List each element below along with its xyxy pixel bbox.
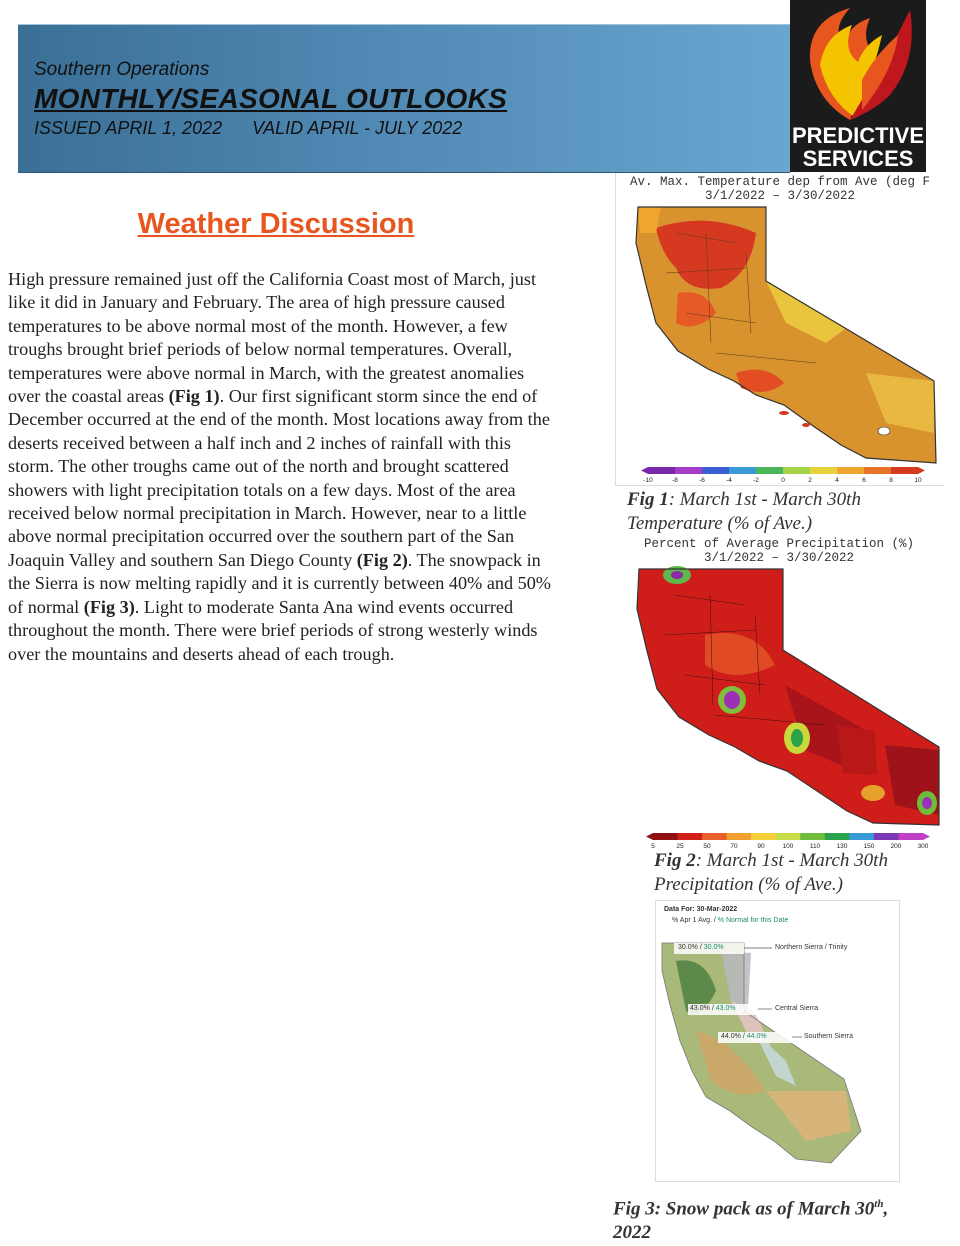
fig3-region-central-name: Central Sierra [775, 1005, 819, 1012]
predictive-services-logo [790, 0, 926, 172]
region-avg: 30.0% [678, 944, 698, 951]
fig1-reference: (Fig 1) [168, 386, 220, 407]
fig2-scale-swatch [874, 833, 899, 840]
discussion-text-3: . The snowpack in the Sierra is now melting rapidly and it is currently between 40% and 50% of normal [8, 549, 551, 617]
fig3-region-south-values [721, 1033, 767, 1040]
fig3-caption-line1: Fig 3: Snow pack as of March 30 [613, 1198, 875, 1220]
fig1-scale-tick-label: 2 [808, 477, 812, 484]
discussion-paragraph [8, 268, 553, 666]
fig1-scale-swatch [810, 467, 838, 474]
fig1-scale-tick-label: 8 [889, 477, 893, 484]
fig3-legend-normal: % Normal for this Date [717, 917, 789, 924]
fig2-scale-tick-label: 25 [676, 843, 684, 850]
fig1-map-title-2: 3/1/2022 – 3/30/2022 [704, 189, 856, 203]
fig1-scale-swatch [675, 467, 703, 474]
value-separator: / [711, 1005, 714, 1012]
fig1-caption-label: Fig 1 [627, 489, 669, 510]
fig1-scale-right-arrow [918, 467, 925, 474]
fig1-scale-tick-label: -10 [643, 477, 653, 484]
fig2-scale-tick-label: 5 [651, 843, 655, 850]
fig3-region-north-name: Northern Sierra / Trinity [775, 944, 848, 951]
discussion-text-2: . Our first significant storm since the end of December occurred at the end of the month. Most locations away from the deserts received between a half inch and 2 inches of rainfall with this storm. The other troughs came out of the north and brought scattered showers with light precipitation totals on a few days. Most of the area received below normal precipitation in March. However, near to a little above normal precipitation occurred over the southern part of the San Joaquin Valley and southern San Diego County [8, 386, 550, 570]
fig1-scale-swatch [702, 467, 730, 474]
fig3-snowpack-map [655, 900, 900, 1182]
fig2-scale-swatch [825, 833, 850, 840]
fig1-color-scale [640, 465, 940, 485]
fig2-scale-tick-label: 50 [703, 843, 711, 850]
logo-text-line1: PREDICTIVE [791, 123, 925, 148]
fig2-scale-tick-label: 110 [809, 843, 821, 850]
fig2-caption [654, 849, 888, 897]
fig2-scale-tick-label: 150 [863, 843, 875, 850]
fig1-temperature-map [615, 173, 944, 486]
fig2-caption-line2: Precipitation (% of Ave.) [654, 874, 843, 895]
fig1-scale-left-arrow [641, 467, 648, 474]
region-normal: 30.0% [703, 944, 724, 951]
fig2-scale-tick-label: 300 [917, 843, 929, 850]
fig3-region-north-values [678, 944, 724, 951]
region-normal: 43.0% [715, 1005, 736, 1012]
fig2-scale-right-arrow [923, 833, 930, 840]
value-separator: / [699, 944, 702, 951]
fig2-scale-swatch [898, 833, 923, 840]
fig2-scale-tick-label: 70 [730, 843, 738, 850]
fig2-scale-tick-label: 130 [836, 843, 848, 850]
fig1-scale-swatch [729, 467, 757, 474]
fig1-scale-tick-label: -4 [726, 477, 732, 484]
fig2-reference: (Fig 2) [356, 549, 408, 570]
fig2-map-graphic [615, 535, 943, 847]
fig3-map-graphic [656, 901, 899, 1181]
fig3-caption-sup: th [874, 1198, 884, 1210]
fig3-caption-comma: , [883, 1198, 889, 1220]
fig3-data-date: Data For: 30-Mar-2022 [664, 906, 738, 913]
fig2-scale-swatch [849, 833, 874, 840]
fig1-scale-tick-label: -2 [753, 477, 759, 484]
region-avg: 44.0% [721, 1033, 741, 1040]
flame-icon [790, 0, 926, 125]
fig3-caption-line2: 2022 [613, 1222, 651, 1244]
fig2-map-title-2: 3/1/2022 – 3/30/2022 [703, 551, 855, 565]
fig2-scale-left-arrow [646, 833, 653, 840]
fig3-region-south-name: Southern Sierra [804, 1033, 854, 1040]
fig2-scale-swatch [727, 833, 752, 840]
fig1-caption-dates: : March 1st - March 30th [668, 489, 861, 510]
fig2-scale-swatch [678, 833, 703, 840]
fig2-map-title-1: Percent of Average Precipitation (%) [643, 537, 915, 551]
fig2-scale-swatch [800, 833, 825, 840]
valid-range: VALID APRIL - JULY 2022 [252, 118, 463, 138]
header-banner [18, 24, 790, 173]
fig1-caption-line2: Temperature (% of Ave.) [627, 513, 813, 534]
fig1-scale-swatch [783, 467, 811, 474]
fig1-map-graphic [616, 173, 944, 485]
issued-date: ISSUED APRIL 1, 2022 [34, 118, 223, 138]
fig1-caption [627, 488, 861, 536]
header-subtitle: Southern Operations [34, 59, 210, 80]
fig3-region-central-values [690, 1005, 736, 1012]
fig2-scale-swatch [653, 833, 678, 840]
fig3-legend-sep: / [711, 917, 718, 924]
fig2-scale-swatch [751, 833, 776, 840]
fig2-precipitation-map [615, 535, 943, 850]
fig2-scale-swatch [702, 833, 727, 840]
fig1-scale-swatch [756, 467, 784, 474]
fig2-scale-tick-label: 200 [890, 843, 902, 850]
fig1-scale-swatch [864, 467, 892, 474]
fig3-legend [672, 917, 788, 924]
fig3-caption [613, 1192, 888, 1245]
fig1-scale-tick-label: 6 [862, 477, 866, 484]
fig3-legend-avg: % Apr 1 Avg. [672, 917, 712, 924]
fig2-caption-label: Fig 2 [654, 850, 696, 871]
fig2-scale-swatch [776, 833, 801, 840]
fig1-scale-tick-label: -8 [672, 477, 678, 484]
fig1-scale-tick-label: 10 [914, 477, 922, 484]
value-separator: / [742, 1033, 745, 1040]
header-issued-line [34, 118, 462, 139]
fig1-scale-swatch [837, 467, 865, 474]
logo-text-line2: SERVICES [802, 146, 914, 171]
discussion-text-1: High pressure remained just off the California Coast most of March, just like it did in January and February. The area of high pressure caused temperatures to be above normal most of the month. However, a few troughs brought brief periods of below normal temperatures. Overall, temperatures were above normal in March, with the greatest anomalies over the coastal areas [8, 269, 537, 407]
header-title: MONTHLY/SEASONAL OUTLOOKS [34, 83, 508, 114]
region-normal: 44.0% [746, 1033, 767, 1040]
fig1-scale-tick-label: 0 [781, 477, 785, 484]
region-avg: 43.0% [690, 1005, 710, 1012]
fig2-scale-tick-label: 100 [782, 843, 794, 850]
discussion-text-4: . Light to moderate Santa Ana wind events occurred throughout the month. There were brief periods of strong westerly winds over the mountains and deserts ahead of each trough. [8, 596, 538, 664]
fig1-map-title-1: Av. Max. Temperature dep from Ave (deg F [629, 175, 931, 189]
section-heading: Weather Discussion [137, 208, 415, 240]
fig3-reference: (Fig 3) [83, 596, 135, 617]
fig1-scale-swatch [648, 467, 676, 474]
fig2-caption-dates: : March 1st - March 30th [695, 850, 888, 871]
fig1-scale-tick-label: -6 [699, 477, 705, 484]
fig2-scale-tick-label: 90 [757, 843, 765, 850]
fig1-scale-tick-label: 4 [835, 477, 839, 484]
fig1-scale-swatch [891, 467, 919, 474]
